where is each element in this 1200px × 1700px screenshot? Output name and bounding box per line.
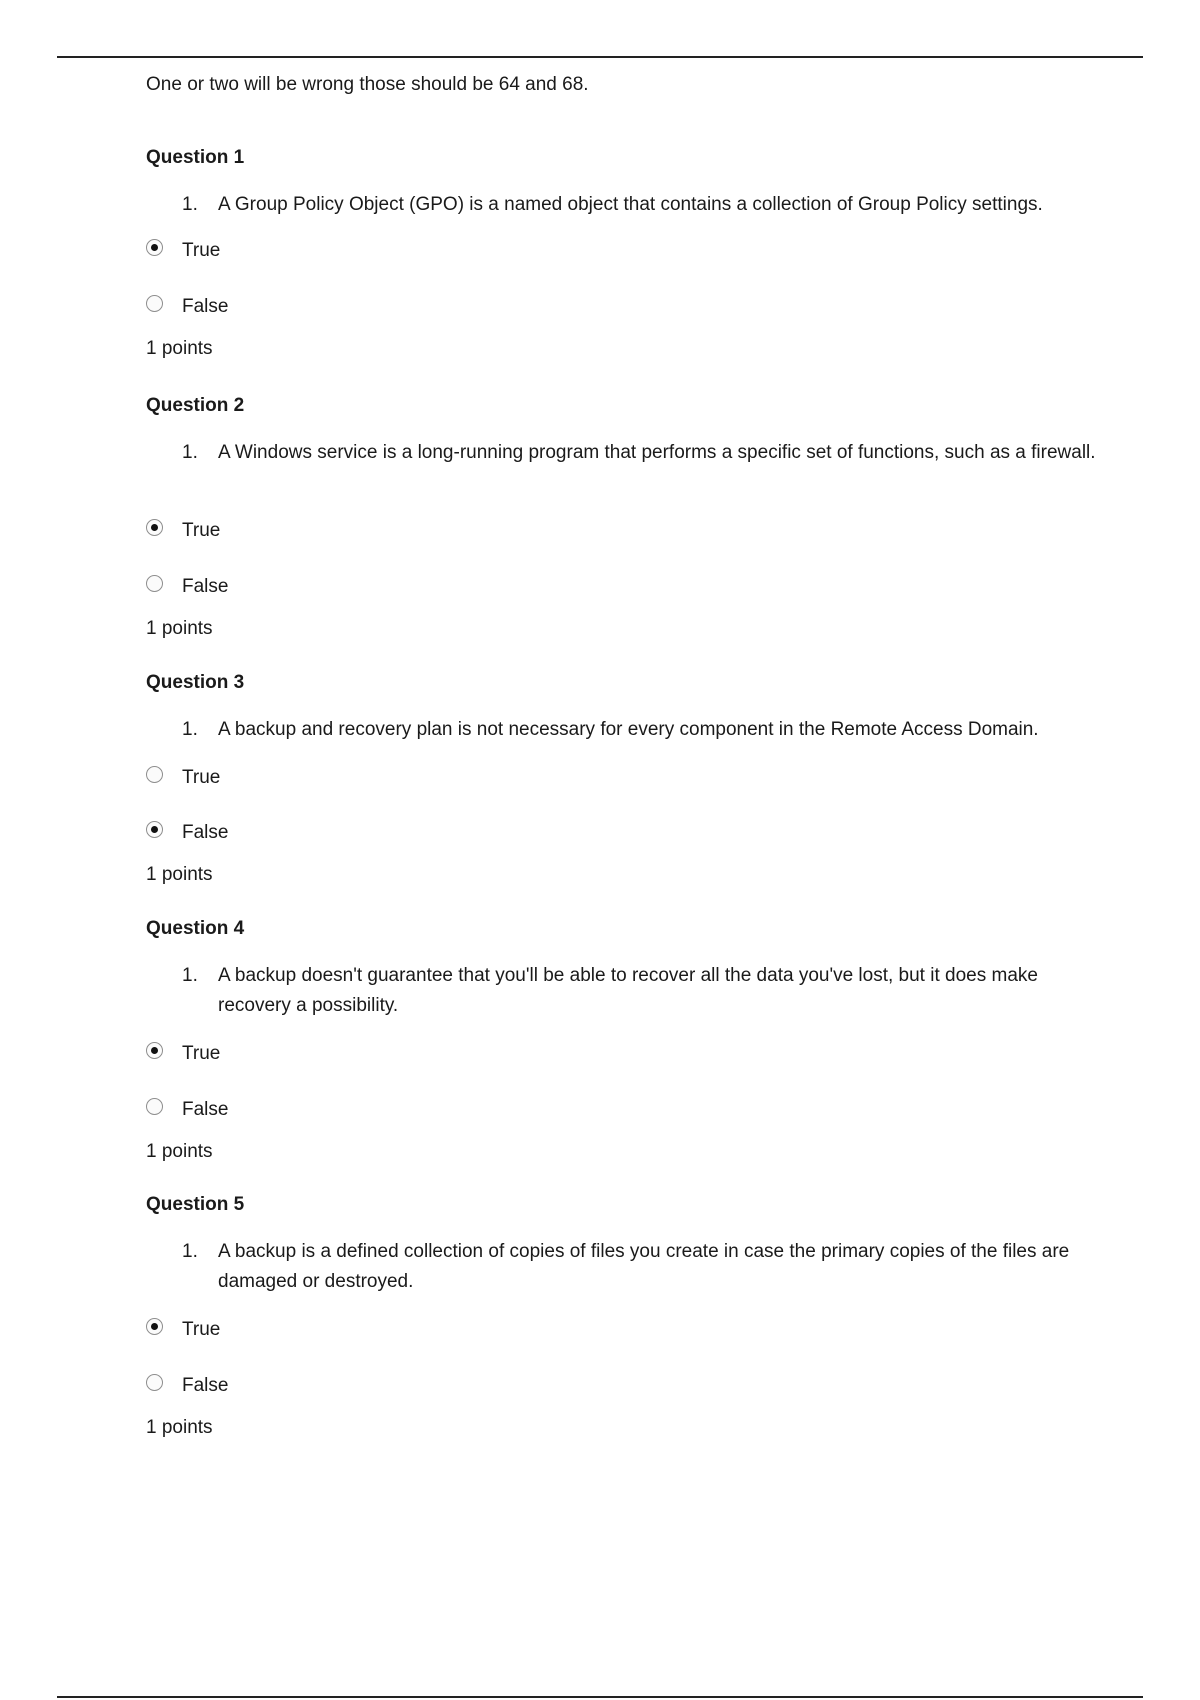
- option-true[interactable]: [146, 1041, 1106, 1067]
- list-number: 1.: [182, 965, 198, 986]
- list-number: 1.: [182, 1241, 198, 1262]
- top-divider: [57, 56, 1143, 58]
- radio-button-icon[interactable]: [146, 1098, 163, 1115]
- list-number: 1.: [182, 194, 198, 215]
- points-value: 1 points: [146, 618, 213, 639]
- option-false[interactable]: [146, 294, 1106, 320]
- option-label: False: [182, 1099, 229, 1120]
- option-true[interactable]: [146, 1317, 1106, 1343]
- question-2: [146, 393, 1106, 642]
- question-text: [146, 961, 1098, 1021]
- question-text: [146, 1237, 1098, 1297]
- option-label: False: [182, 1375, 229, 1396]
- option-false[interactable]: [146, 1373, 1106, 1399]
- option-false[interactable]: [146, 574, 1106, 600]
- points-value: 1 points: [146, 1141, 213, 1162]
- points-value: 1 points: [146, 864, 213, 885]
- points-value: 1 points: [146, 338, 213, 359]
- question-text: [146, 190, 1098, 220]
- option-false[interactable]: [146, 820, 1106, 846]
- intro-note: One or two will be wrong those should be 64 and 68.: [146, 74, 589, 95]
- radio-button-icon[interactable]: [146, 766, 163, 783]
- radio-button-icon[interactable]: [146, 1374, 163, 1391]
- option-label: False: [182, 576, 229, 597]
- option-label: False: [182, 822, 229, 843]
- question-title: Question 5: [146, 1194, 245, 1215]
- radio-button-icon[interactable]: [146, 519, 163, 536]
- radio-button-icon[interactable]: [146, 1318, 163, 1335]
- option-label: True: [182, 1319, 221, 1340]
- question-statement: A backup is a defined collection of copies of files you create in case the primary copies of the files are damaged or destroyed.: [218, 1241, 1070, 1292]
- question-3: [146, 670, 1106, 888]
- question-5: [146, 1192, 1106, 1441]
- question-statement: A Group Policy Object (GPO) is a named object that contains a collection of Group Policy settings.: [218, 194, 1043, 215]
- question-4: [146, 916, 1106, 1165]
- radio-button-icon[interactable]: [146, 1042, 163, 1059]
- question-1: [146, 145, 1106, 362]
- question-title: Question 3: [146, 672, 245, 693]
- question-text: [146, 438, 1098, 498]
- option-false[interactable]: [146, 1097, 1106, 1123]
- question-title: Question 4: [146, 918, 245, 939]
- question-statement: A backup and recovery plan is not necessary for every component in the Remote Access Domain.: [218, 719, 1039, 740]
- question-title: Question 2: [146, 395, 245, 416]
- question-title: Question 1: [146, 147, 245, 168]
- question-statement: A Windows service is a long-running program that performs a specific set of functions, such as a firewall.: [218, 442, 1096, 463]
- option-true[interactable]: [146, 518, 1106, 544]
- radio-button-icon[interactable]: [146, 239, 163, 256]
- bottom-divider: [57, 1696, 1143, 1698]
- option-label: True: [182, 240, 221, 261]
- question-text: [146, 715, 1098, 745]
- question-statement: A backup doesn't guarantee that you'll be able to recover all the data you've lost, but it does make recovery a possibility.: [218, 965, 1038, 1016]
- option-label: True: [182, 1043, 221, 1064]
- option-true[interactable]: [146, 765, 1106, 791]
- option-label: False: [182, 296, 229, 317]
- points-value: 1 points: [146, 1417, 213, 1438]
- radio-button-icon[interactable]: [146, 295, 163, 312]
- option-label: True: [182, 767, 221, 788]
- list-number: 1.: [182, 719, 198, 740]
- radio-button-icon[interactable]: [146, 575, 163, 592]
- list-number: 1.: [182, 442, 198, 463]
- option-true[interactable]: [146, 238, 1106, 264]
- option-label: True: [182, 520, 221, 541]
- radio-button-icon[interactable]: [146, 821, 163, 838]
